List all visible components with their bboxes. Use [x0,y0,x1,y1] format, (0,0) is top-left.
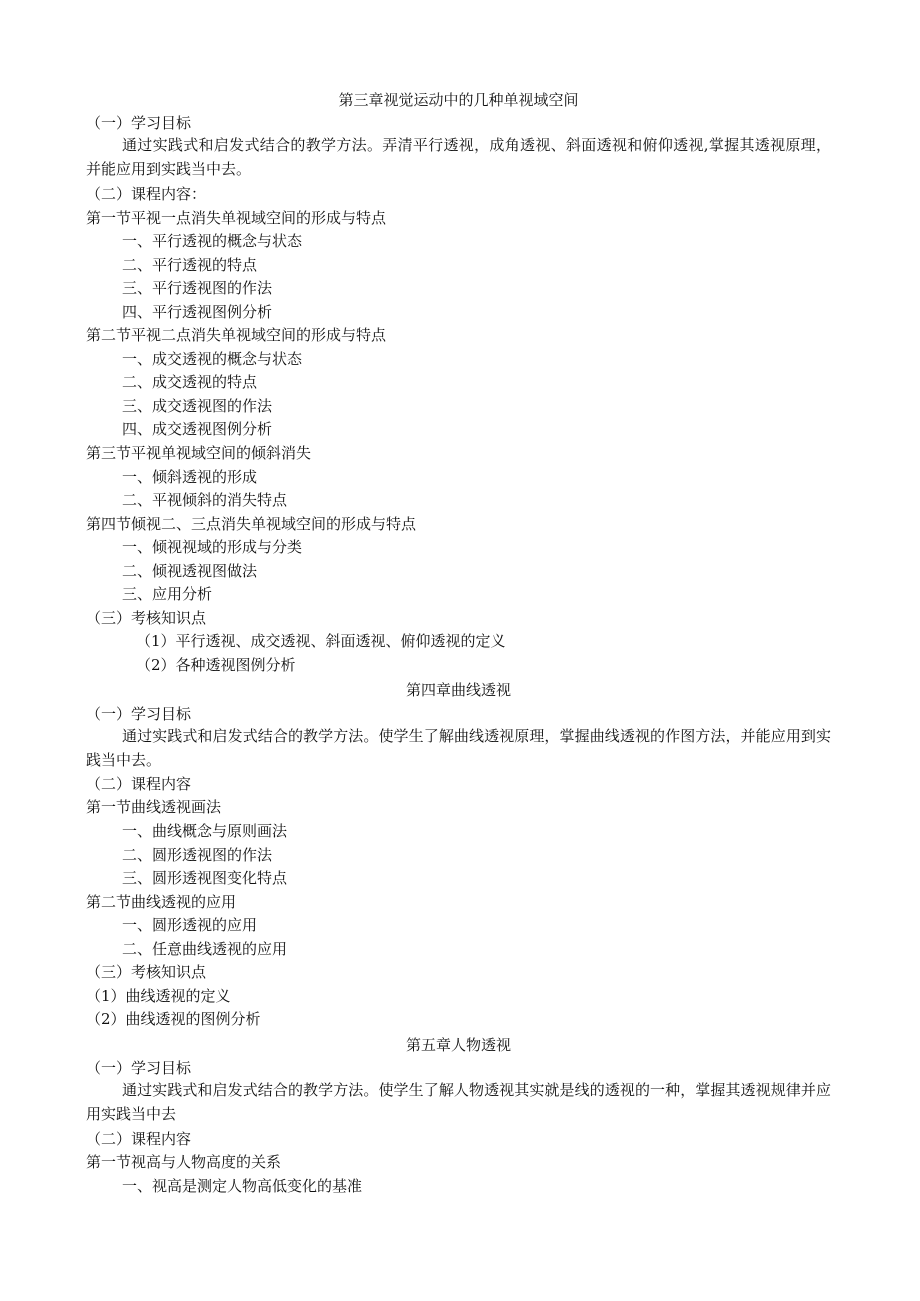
ch3-section-1-title: 第一节平视一点消失单视域空间的形成与特点 [86,209,387,227]
ch3-section-2-title: 第二节平视二点消失单视域空间的形成与特点 [86,326,387,344]
ch5-goal-heading: （一）学习目标 [86,1059,192,1077]
ch5-goal-text: 通过实践式和启发式结合的教学方法。使学生了解人物透视其实就是线的透视的一种，掌握其透视规律并应用实践当中去 [86,1081,831,1123]
ch3-section-2-item-4: 四、成交透视图例分析 [122,420,273,438]
ch4-goal-text: 通过实践式和启发式结合的教学方法。使学生了解曲线透视原理，掌握曲线透视的作图方法，并能应用到实践当中去。 [86,727,831,769]
chapter-5-title: 第五章人物透视 [405,1036,511,1054]
ch4-section-1-item-1: 一、曲线概念与原则画法 [122,822,288,840]
ch4-section-2-item-1: 一、圆形透视的应用 [122,916,258,934]
ch3-section-4-item-2: 二、倾视透视图做法 [122,562,258,580]
ch3-goal-text: 通过实践式和启发式结合的教学方法。弄清平行透视，成角透视、斜面透视和俯仰透视,掌握其透视原理，并能应用到实践当中去。 [86,136,831,178]
ch3-section-2-item-3: 三、成交透视图的作法 [122,397,273,415]
ch4-section-1-item-2: 二、圆形透视图的作法 [122,846,273,864]
chapter-3-title: 第三章视觉运动中的几种单视域空间 [338,91,579,109]
ch3-section-4-title: 第四节倾视二、三点消失单视域空间的形成与特点 [86,515,417,533]
ch3-section-2-item-2: 二、成交透视的特点 [122,373,258,391]
ch4-exam-item-2: （2）曲线透视的图例分析 [86,1010,261,1028]
ch4-section-1-item-3: 三、圆形透视图变化特点 [122,869,288,887]
ch4-section-2-title: 第二节曲线透视的应用 [86,893,237,911]
ch3-exam-heading: （三）考核知识点 [86,609,207,627]
ch3-goal-heading: （一）学习目标 [86,114,192,132]
ch4-exam-item-1: （1）曲线透视的定义 [86,987,231,1005]
ch3-section-4-item-1: 一、倾视视域的形成与分类 [122,538,303,556]
ch5-content-heading: （二）课程内容 [86,1130,192,1148]
ch3-section-3-item-2: 二、平视倾斜的消失特点 [122,491,288,509]
ch3-section-1-item-1: 一、平行透视的概念与状态 [122,232,303,250]
ch3-section-4-item-3: 三、应用分析 [122,585,213,603]
chapter-4-title: 第四章曲线透视 [405,681,511,699]
ch5-section-1-title: 第一节视高与人物高度的关系 [86,1153,282,1171]
ch3-section-3-item-1: 一、倾斜透视的形成 [122,468,258,486]
ch3-exam-item-2: （2）各种透视图例分析 [136,656,296,674]
ch3-content-heading: （二）课程内容： [86,185,207,203]
ch4-content-heading: （二）课程内容 [86,775,192,793]
ch3-section-1-item-3: 三、平行透视图的作法 [122,279,273,297]
ch3-exam-item-1: （1）平行透视、成交透视、斜面透视、俯仰透视的定义 [136,632,506,650]
ch4-goal-heading: （一）学习目标 [86,705,192,723]
ch3-section-1-item-4: 四、平行透视图例分析 [122,303,273,321]
ch3-section-3-title: 第三节平视单视域空间的倾斜消失 [86,444,312,462]
ch4-section-1-title: 第一节曲线透视画法 [86,798,222,816]
ch3-section-2-item-1: 一、成交透视的概念与状态 [122,350,303,368]
ch4-exam-heading: （三）考核知识点 [86,963,207,981]
ch5-section-1-item-1: 一、视高是测定人物高低变化的基准 [122,1177,363,1195]
ch3-section-1-item-2: 二、平行透视的特点 [122,256,258,274]
ch4-section-2-item-2: 二、任意曲线透视的应用 [122,940,288,958]
